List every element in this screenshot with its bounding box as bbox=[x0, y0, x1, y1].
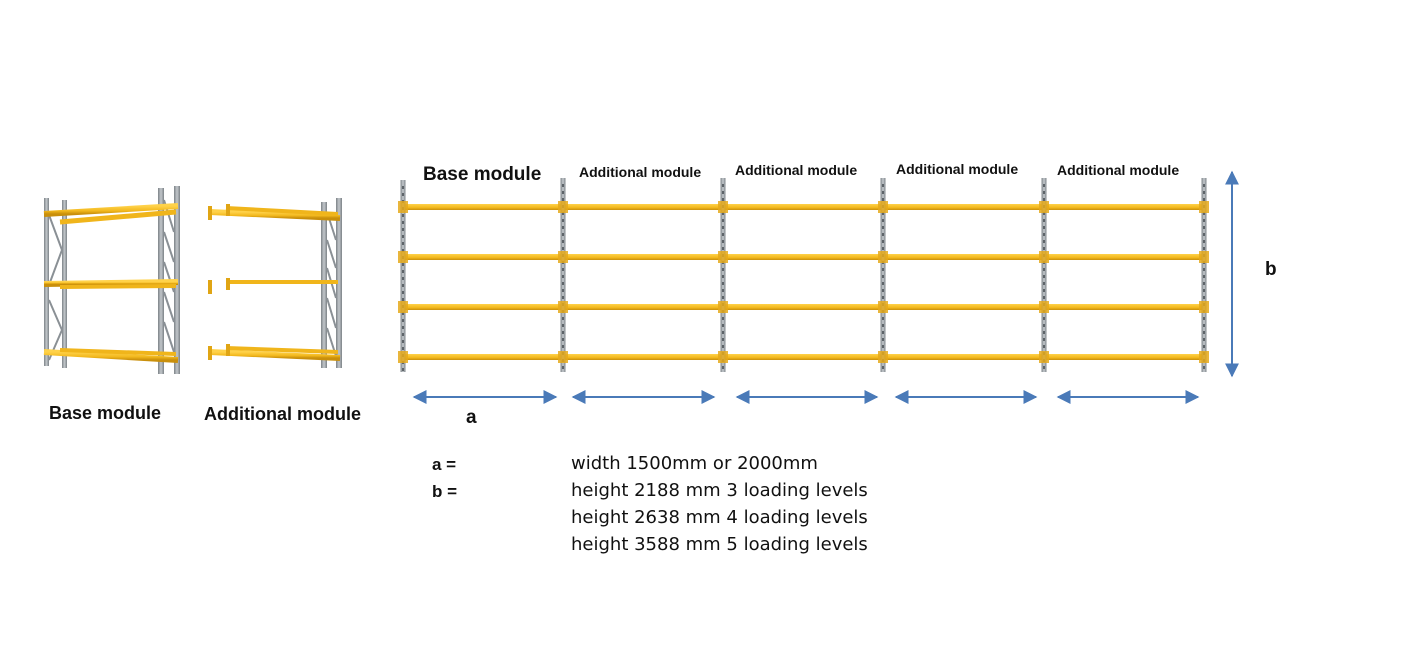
dimension-b-label: b bbox=[1265, 259, 1277, 280]
beam bbox=[885, 354, 1044, 360]
beam bbox=[565, 304, 723, 310]
legend-a-key: a = bbox=[432, 455, 457, 474]
beam bbox=[885, 304, 1044, 310]
beam bbox=[1046, 204, 1204, 210]
beam bbox=[725, 254, 883, 260]
legend-b-value: height 2638 mm 4 loading levels bbox=[571, 507, 868, 528]
beam bbox=[725, 354, 883, 360]
elevation-header-additional: Additional module bbox=[896, 161, 1019, 177]
beam bbox=[1046, 254, 1204, 260]
legend-a-value: width 1500mm or 2000mm bbox=[571, 453, 818, 474]
elevation-header-additional: Additional module bbox=[1057, 162, 1180, 178]
beam bbox=[565, 354, 723, 360]
legend-b-key: b = bbox=[432, 482, 458, 501]
front-elevation bbox=[398, 178, 1209, 372]
beam bbox=[1046, 304, 1204, 310]
elevation-header-additional: Additional module bbox=[579, 164, 702, 180]
beam bbox=[885, 254, 1044, 260]
additional-module-caption: Additional module bbox=[204, 404, 361, 424]
beam bbox=[1046, 354, 1204, 360]
additional-module-illustration bbox=[208, 198, 342, 368]
beam bbox=[405, 204, 563, 210]
base-module-caption: Base module bbox=[49, 403, 162, 423]
elevation-header-base: Base module bbox=[423, 164, 542, 185]
beam bbox=[565, 254, 723, 260]
base-module-illustration bbox=[44, 186, 180, 374]
dimension-a-label: a bbox=[466, 407, 477, 428]
beam bbox=[405, 354, 563, 360]
elevation-header-additional: Additional module bbox=[735, 162, 858, 178]
beam bbox=[405, 304, 563, 310]
beam bbox=[405, 254, 563, 260]
beam bbox=[725, 304, 883, 310]
legend-b-value: height 2188 mm 3 loading levels bbox=[571, 480, 868, 501]
beam bbox=[725, 204, 883, 210]
beam bbox=[885, 204, 1044, 210]
legend-b-value: height 3588 mm 5 loading levels bbox=[571, 534, 868, 555]
beam bbox=[565, 204, 723, 210]
